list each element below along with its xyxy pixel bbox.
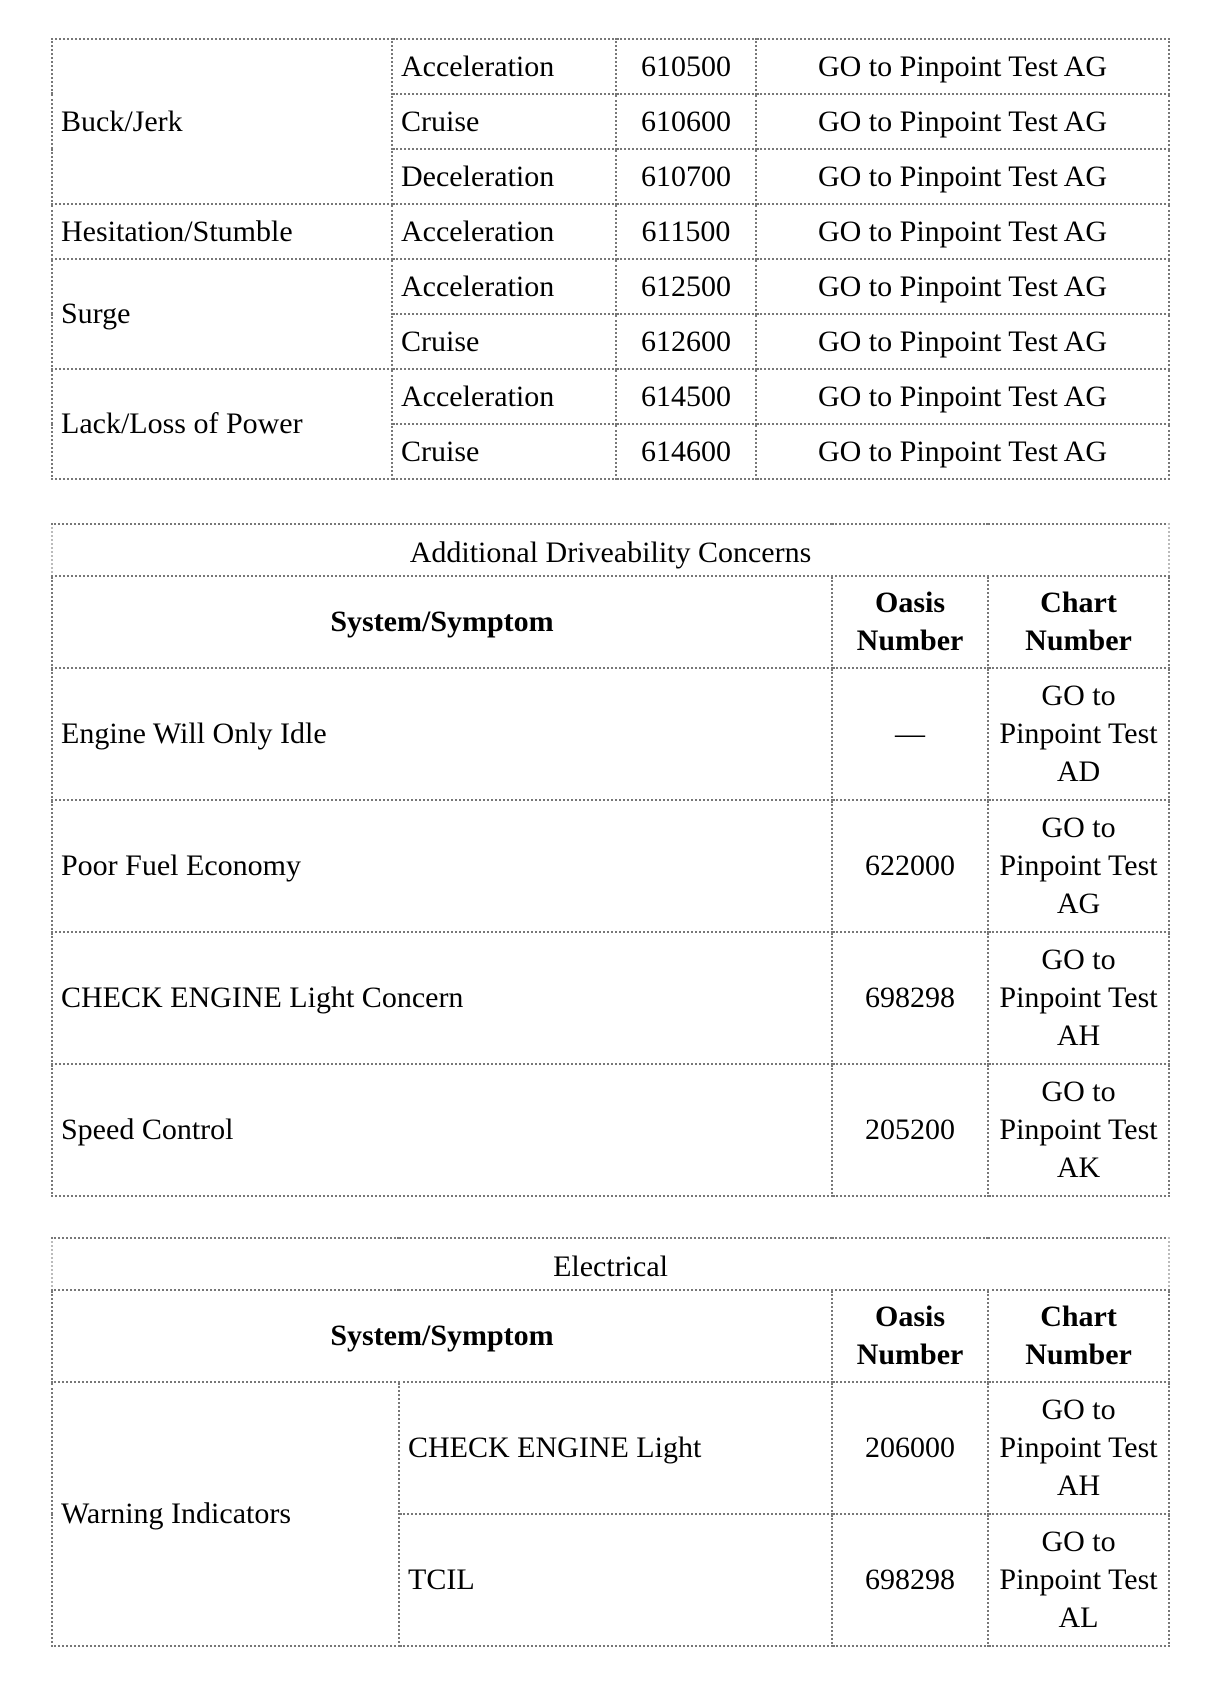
- oasis-number-cell: 610500: [616, 39, 756, 94]
- table-row: [52, 668, 1169, 800]
- chart-number-cell: GO to Pinpoint Test AD: [988, 668, 1169, 800]
- symptom-cell: Surge: [52, 259, 392, 369]
- electrical-table: [51, 1237, 1170, 1647]
- document-page: [51, 38, 1168, 1647]
- oasis-number-cell: 698298: [832, 932, 988, 1064]
- chart-number-cell: GO to Pinpoint Test AH: [988, 932, 1169, 1064]
- chart-number-cell: GO to Pinpoint Test AG: [756, 424, 1169, 479]
- chart-number-cell: GO to Pinpoint Test AG: [756, 39, 1169, 94]
- symptom-cell: Lack/Loss of Power: [52, 369, 392, 479]
- oasis-number-cell: —: [832, 668, 988, 800]
- table-row: [52, 204, 1169, 259]
- header-oasis-number: Oasis Number: [832, 1290, 988, 1382]
- condition-cell: Acceleration: [392, 259, 616, 314]
- table-row: [52, 932, 1169, 1064]
- symptom-cell: Speed Control: [52, 1064, 832, 1196]
- header-chart-number: Chart Number: [988, 576, 1169, 668]
- header-oasis-number: Oasis Number: [832, 576, 988, 668]
- oasis-number-cell: 698298: [832, 1514, 988, 1646]
- table-row: [52, 39, 1169, 94]
- symptom-cell: Buck/Jerk: [52, 39, 392, 204]
- chart-number-cell: GO to Pinpoint Test AG: [756, 369, 1169, 424]
- header-system-symptom: System/Symptom: [52, 1290, 832, 1382]
- oasis-number-cell: 610700: [616, 149, 756, 204]
- header-row: [52, 576, 1169, 668]
- condition-cell: Acceleration: [392, 369, 616, 424]
- symptom-group-cell: Warning Indicators: [52, 1382, 399, 1646]
- oasis-number-cell: 610600: [616, 94, 756, 149]
- table-row: [52, 369, 1169, 424]
- table-caption-row: [52, 1238, 1169, 1290]
- symptom-item-cell: TCIL: [399, 1514, 832, 1646]
- symptom-cell: CHECK ENGINE Light Concern: [52, 932, 832, 1064]
- chart-number-cell: GO to Pinpoint Test AG: [988, 800, 1169, 932]
- symptom-cell: Poor Fuel Economy: [52, 800, 832, 932]
- table-row: [52, 1382, 1169, 1514]
- chart-number-cell: GO to Pinpoint Test AG: [756, 149, 1169, 204]
- oasis-number-cell: 622000: [832, 800, 988, 932]
- header-chart-number: Chart Number: [988, 1290, 1169, 1382]
- header-system-symptom: System/Symptom: [52, 576, 832, 668]
- driveability-symptom-table: [51, 38, 1170, 480]
- table-row: [52, 800, 1169, 932]
- oasis-number-cell: 614600: [616, 424, 756, 479]
- condition-cell: Cruise: [392, 94, 616, 149]
- chart-number-cell: GO to Pinpoint Test AK: [988, 1064, 1169, 1196]
- oasis-number-cell: 206000: [832, 1382, 988, 1514]
- condition-cell: Cruise: [392, 424, 616, 479]
- table-caption-row: [52, 524, 1169, 576]
- chart-number-cell: GO to Pinpoint Test AG: [756, 259, 1169, 314]
- condition-cell: Acceleration: [392, 204, 616, 259]
- oasis-number-cell: 612600: [616, 314, 756, 369]
- chart-number-cell: GO to Pinpoint Test AH: [988, 1382, 1169, 1514]
- symptom-cell: Engine Will Only Idle: [52, 668, 832, 800]
- oasis-number-cell: 611500: [616, 204, 756, 259]
- chart-number-cell: GO to Pinpoint Test AG: [756, 94, 1169, 149]
- table-row: [52, 259, 1169, 314]
- oasis-number-cell: 614500: [616, 369, 756, 424]
- chart-number-cell: GO to Pinpoint Test AG: [756, 314, 1169, 369]
- chart-number-cell: GO to Pinpoint Test AG: [756, 204, 1169, 259]
- oasis-number-cell: 612500: [616, 259, 756, 314]
- header-row: [52, 1290, 1169, 1382]
- additional-driveability-table: [51, 523, 1170, 1197]
- symptom-item-cell: CHECK ENGINE Light: [399, 1382, 832, 1514]
- condition-cell: Cruise: [392, 314, 616, 369]
- chart-number-cell: GO to Pinpoint Test AL: [988, 1514, 1169, 1646]
- oasis-number-cell: 205200: [832, 1064, 988, 1196]
- symptom-cell: Hesitation/Stumble: [52, 204, 392, 259]
- table-caption: Electrical: [52, 1238, 1169, 1290]
- table-caption: Additional Driveability Concerns: [52, 524, 1169, 576]
- table-row: [52, 1064, 1169, 1196]
- condition-cell: Acceleration: [392, 39, 616, 94]
- condition-cell: Deceleration: [392, 149, 616, 204]
